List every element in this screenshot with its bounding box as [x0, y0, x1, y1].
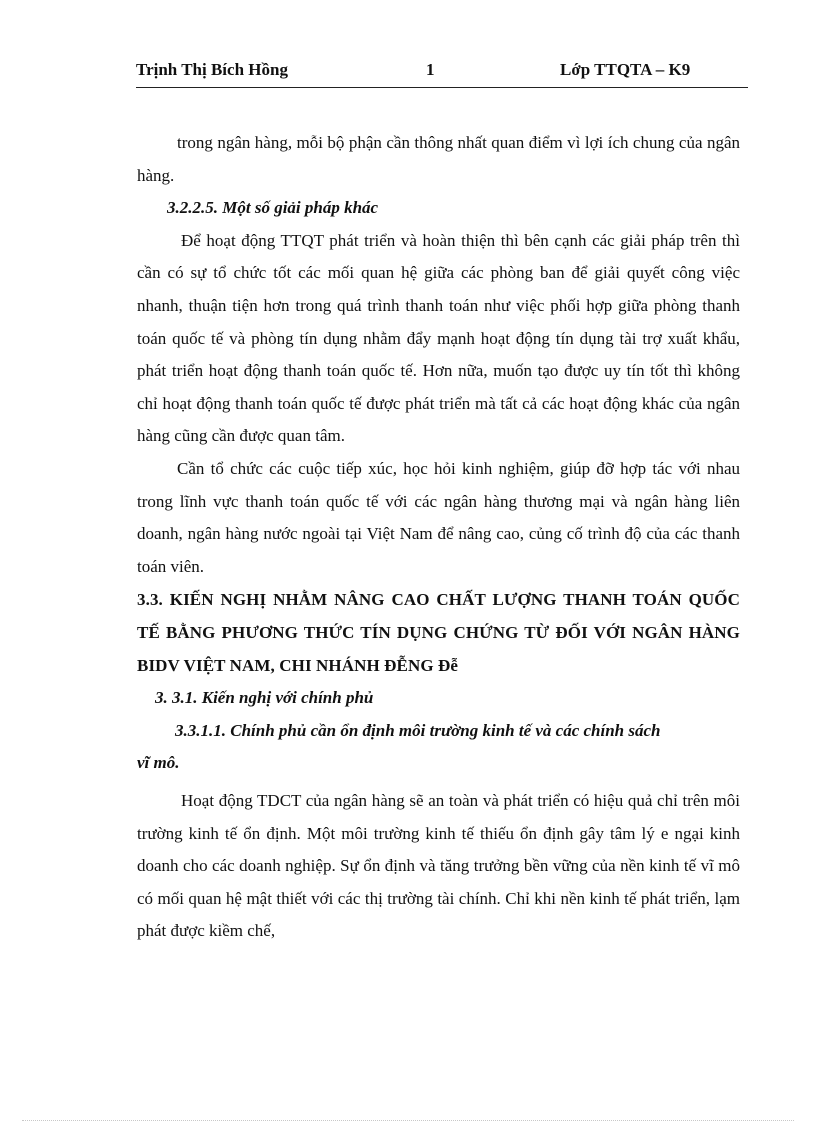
- page-bottom-border: [22, 1120, 794, 1121]
- heading-3311: [137, 715, 740, 779]
- paragraph-2: Cần tổ chức các cuộc tiếp xúc, học hỏi kinh nghiệm, giúp đỡ hợp tác với nhau trong lĩnh vực thanh toán quốc tế với các ngân hàng thương mại và ngân hàng liên doanh, ngân hàng nước ngoài tại Việt Nam để nâng cao, củng cố trình độ của các thanh toán viên.: [137, 458, 740, 576]
- heading-33: 3.3. KIẾN NGHỊ NHẰM NÂNG CAO CHẤT LƯỢNG THANH TOÁN QUỐC TẾ BẰNG PHƯƠNG THỨC TÍN DỤNG CHỨNG TỪ ĐỐI VỚI NGÂN HÀNG BIDV VIỆT NAM, CHI NHÁNH ĐỄNG Đễ: [137, 590, 740, 676]
- header-page-number: 1: [426, 60, 435, 79]
- heading-3311-line1: 3.3.1.1. Chính phủ cần ổn định môi trường kinh tế và các chính sách: [175, 720, 661, 740]
- document-body: [137, 127, 740, 948]
- header-rule-left: [136, 87, 371, 88]
- paragraph-continued: trong ngân hàng, mỗi bộ phận cần thông nhất quan điểm vì lợi ích chung của ngân hàng.: [137, 133, 740, 185]
- header-author: Trịnh Thị Bích Hồng: [136, 60, 288, 79]
- header-class-name: Lớp TTQTA – K9: [560, 60, 691, 79]
- paragraph-3: Hoạt động TDCT của ngân hàng sẽ an toàn và phát triển có hiệu quả chỉ trên môi trường kinh tế ổn định. Một môi trường kinh tế thiếu ổn định gây tâm lý e ngại kinh doanh cho các doanh nghiệp. Sự ổn định và tăng trưởng bền vững của nền kinh tế vĩ mô có mối quan hệ mật thiết với các thị trường tài chính. Chỉ khi nền kinh tế phát triển, lạm phát được kiềm chế,: [137, 790, 740, 941]
- header-rule-right: [368, 87, 748, 88]
- heading-331: 3. 3.1. Kiến nghị với chính phủ: [155, 688, 374, 708]
- heading-3311-line2: vĩ mô.: [137, 752, 180, 772]
- heading-3225: 3.2.2.5. Một số giải pháp khác: [167, 198, 379, 218]
- page-header: [136, 58, 748, 90]
- paragraph-1: Để hoạt động TTQT phát triển và hoàn thiện thì bên cạnh các giải pháp trên thì cần có sự tổ chức tốt các mối quan hệ giữa các phòng ban để giải quyết công việc nhanh, thuận tiện hơn trong quá trình thanh toán như việc phối hợp giữa phòng thanh toán quốc tế và phòng tín dụng nhằm đẩy mạnh hoạt động tín dụng tài trợ xuất khẩu, phát triển hoạt động thanh toán quốc tế. Hơn nữa, muốn tạo được uy tín tốt thì không chỉ hoạt động thanh toán quốc tế được phát triển mà tất cả các hoạt động khác của ngân hàng cũng cần được quan tâm.: [137, 230, 740, 446]
